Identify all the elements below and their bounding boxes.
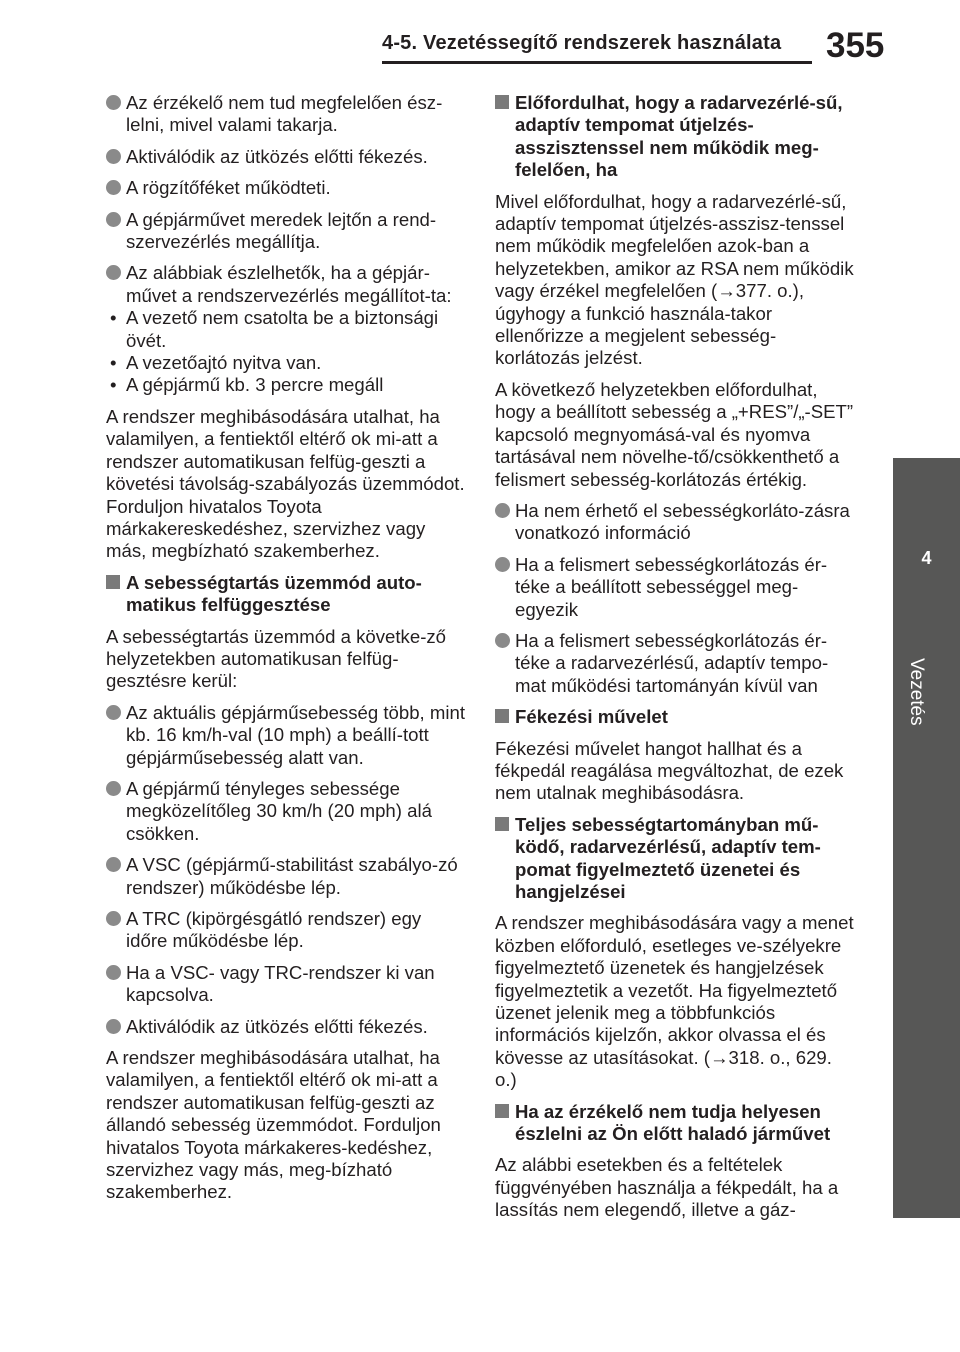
list-item: Ha nem érhető el sebességkorláto-zásra vonatkozó információ <box>495 500 855 545</box>
list-item-with-subitems <box>106 262 466 396</box>
square-bullet-icon <box>106 575 120 589</box>
chapter-label: Vezetés <box>906 658 927 726</box>
list-item: A TRC (kipörgésgátló rendszer) egy időre működésbe lép. <box>106 908 466 953</box>
bullet-icon <box>106 965 121 980</box>
list-item: Az alábbiak észlelhetők, ha a gépjár-művet a rendszervezérlés megállítot-ta: <box>106 262 466 307</box>
bullet-icon <box>106 1019 121 1034</box>
list-item: Az aktuális gépjárműsebesség több, mint kb. 16 km/h-val (10 mph) a beállí-tott gépjárműsebesség alatt van. <box>106 702 466 769</box>
bullet-icon <box>106 265 121 280</box>
list-item: A gépjármű tényleges sebessége megközelítőleg 30 km/h (20 mph) alá csökken. <box>106 778 466 845</box>
paragraph: A rendszer meghibásodására utalhat, ha valamilyen, a fentiektől eltérő ok mi-att a rendszer automatikusan felfüg-geszti az állandó sebesség üzemmódot. Forduljon hivatalos Toyota márkakeres-kedéshez, szervizhez vagy más, meg-bízható szakemberhez. <box>106 1047 441 1203</box>
section-heading: Ha az érzékelő nem tudja helyesen észlelni az Ön előtt haladó járművet <box>495 1101 855 1146</box>
section-title: 4-5. Vezetéssegítő rendszerek használata <box>382 32 782 54</box>
bullet-icon <box>495 503 510 518</box>
section-heading: Előfordulhat, hogy a radarvezérlé-sű, adaptív tempomat útjelzés-asszisztenssel nem működik meg-felelően, ha <box>495 92 855 182</box>
paragraph: Az alábbi esetekben és a feltételek függvényében használja a fékpedált, ha a lassítás nem elegendő, illetve a gáz- <box>495 1154 839 1221</box>
sub-list-item: • A vezető nem csatolta be a biztonsági övét. <box>110 307 439 351</box>
bullet-icon <box>106 212 121 227</box>
bullet-icon <box>495 633 510 648</box>
paragraph: A rendszer meghibásodására vagy a menet közben előforduló, esetleges ve-szélyekre figyelmeztető üzenetek és hangjelzések figyelmeztetik a vezetőt. Ha figyelmeztető üzenet jelenik meg a többfunkciós információs kijelzőn, akkor olvassa el és kövesse az utasításokat. (→318. o., 629. o.) <box>495 912 854 1091</box>
section-heading: A sebességtartás üzemmód auto-matikus felfüggesztése <box>106 572 466 617</box>
sub-list-item: • A vezetőajtó nyitva van. <box>110 352 322 374</box>
bullet-icon <box>106 857 121 872</box>
bullet-icon <box>106 149 121 164</box>
list-item: Aktiválódik az ütközés előtti fékezés. <box>106 1016 466 1038</box>
bullet-icon <box>106 781 121 796</box>
paragraph: Fékezési művelet hangot hallhat és a fékpedál reagálása megváltozhat, de ezek nem utalnak meghibásodásra. <box>495 737 844 804</box>
bullet-icon <box>495 557 510 572</box>
paragraph: A sebességtartás üzemmód a követke-ző helyzetekben automatikusan felfüg-gesztésre kerül: <box>106 625 447 692</box>
page-number: 355 <box>826 26 885 65</box>
section-heading: Fékezési művelet <box>495 706 855 728</box>
left-column <box>106 92 466 1213</box>
chapter-number: 4 <box>921 548 932 568</box>
bullet-icon <box>106 911 121 926</box>
square-bullet-icon <box>495 95 509 109</box>
square-bullet-icon <box>495 1104 509 1118</box>
chapter-side-tab <box>893 458 960 1218</box>
bullet-icon <box>106 705 121 720</box>
list-item: A rögzítőféket működteti. <box>106 177 466 199</box>
list-item: Az érzékelő nem tud megfelelően ész-lelni, mivel valami takarja. <box>106 92 466 137</box>
paragraph: A rendszer meghibásodására utalhat, ha valamilyen, a fentiektől eltérő ok mi-att a rendszer automatikusan felfüg-geszti a követési távolság-szabályozás üzemmódot. Forduljon hivatalos Toyota márkakereskedéshez, szervizhez vagy más, megbízható szakemberhez. <box>106 405 465 562</box>
list-item: Aktiválódik az ütközés előtti fékezés. <box>106 146 466 168</box>
header-rule <box>382 61 812 64</box>
paragraph: Mivel előfordulhat, hogy a radarvezérlé-sű, adaptív tempomat útjelzés-asszisz-tenssel nem működik megfelelően azok-ban a helyzetekben, amikor az RSA nem működik vagy érzékel megfelelően (→377. o.), úgyhogy a funkció használa-takor ellenőrizze a megjelent sebesség-korlátozás jelzést. <box>495 190 854 369</box>
bullet-icon <box>106 180 121 195</box>
bullet-icon <box>106 95 121 110</box>
right-column <box>495 92 855 1231</box>
paragraph: A következő helyzetekben előfordulhat, hogy a beállított sebesség a „+RES”/„-SET” kapcsoló megnyomásá-val és nyomva tartásával nem növelhe-tő/csökkenthető a felismert sebesség-korlátozás értékig. <box>495 378 854 490</box>
list-item: A gépjárművet meredek lejtőn a rend-szervezérlés megállítja. <box>106 209 466 254</box>
section-heading: Teljes sebességtartományban mű-ködő, radarvezérlésű, adaptív tem-pomat figyelmeztető üzenetei és hangjelzései <box>495 814 855 904</box>
square-bullet-icon <box>495 817 509 831</box>
square-bullet-icon <box>495 709 509 723</box>
sub-list-item: • A gépjármű kb. 3 percre megáll <box>110 374 384 396</box>
list-item: Ha a VSC- vagy TRC-rendszer ki van kapcsolva. <box>106 962 466 1007</box>
list-item: Ha a felismert sebességkorlátozás ér-téke a radarvezérlésű, adaptív tempo-mat működési tartományán kívül van <box>495 630 855 697</box>
list-item: Ha a felismert sebességkorlátozás ér-téke a beállított sebességgel meg-egyezik <box>495 554 855 621</box>
page-header <box>0 0 960 78</box>
list-item: A VSC (gépjármű-stabilitást szabályo-zó rendszer) működésbe lép. <box>106 854 466 899</box>
